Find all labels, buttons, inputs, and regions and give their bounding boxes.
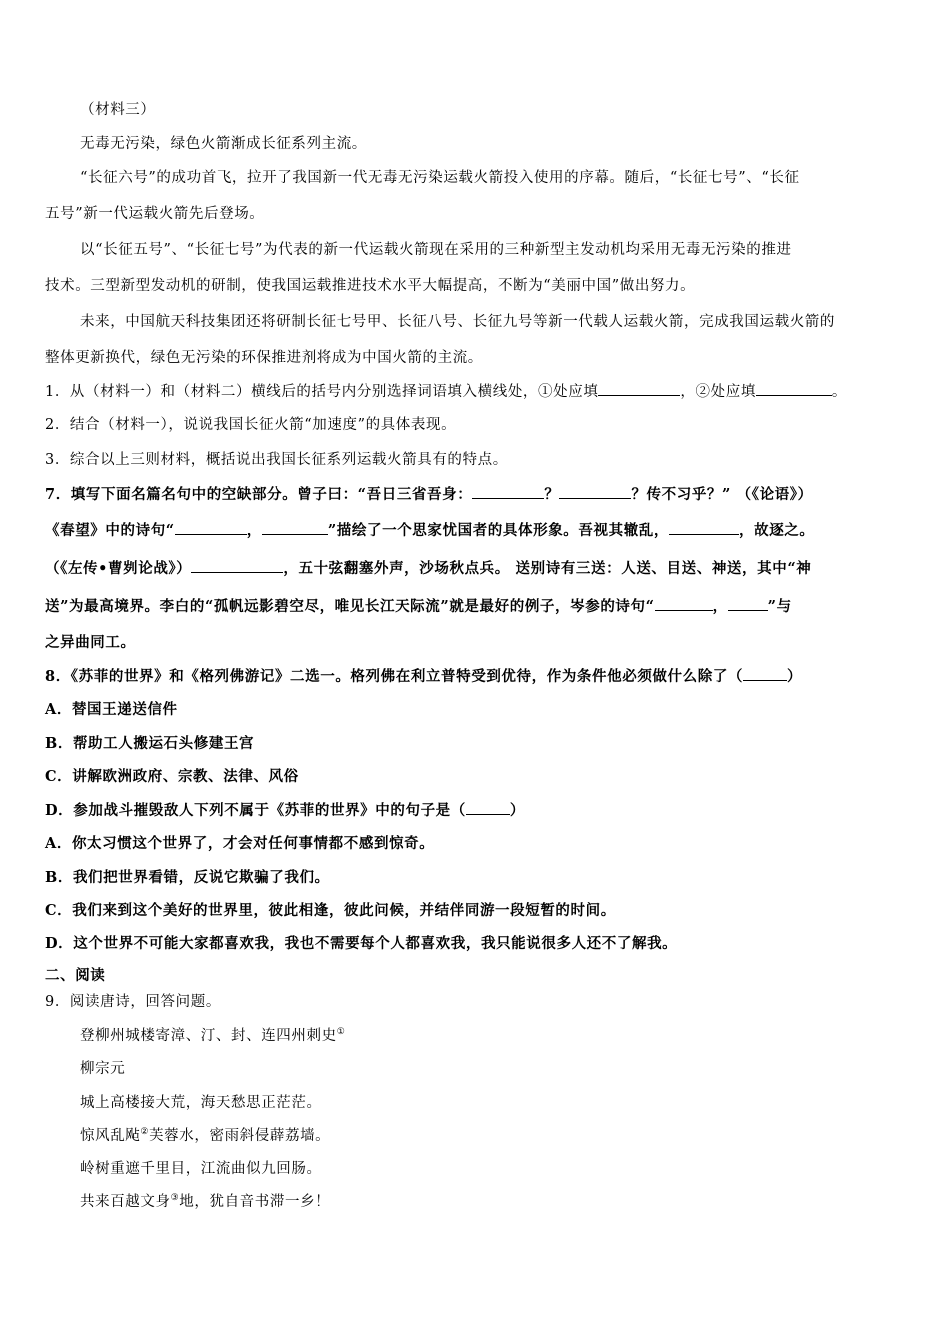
- q8-option-d: [45, 800, 525, 821]
- poem-author: 柳宗元: [80, 1061, 126, 1077]
- poem-line-4-b: 地，犹自音书滞一乡！: [179, 1194, 331, 1210]
- q7-text-3a: （《左传•曹刿论战》）: [45, 560, 192, 577]
- q7-blank-4[interactable]: [262, 520, 328, 535]
- q8-blank-1[interactable]: [743, 666, 787, 681]
- material3-p2-line1: 以“长征五号”、“长征七号”为代表的新一代运载火箭现在采用的三种新型主发动机均采用无毒无污染的推进: [80, 242, 792, 258]
- q8-stem-text-a: 8．《苏菲的世界》和《格列佛游记》二选一。格列佛在利立普特受到优待，作为条件他必须做什么除了（: [45, 668, 744, 685]
- material3-title: 无毒无污染，绿色火箭渐成长征系列主流。: [80, 136, 367, 152]
- section-2-title: 二、阅读: [45, 967, 106, 984]
- question-1-text-c: 。: [831, 384, 848, 400]
- q7-blank-8[interactable]: [728, 596, 768, 611]
- q7-blank-7[interactable]: [655, 596, 713, 611]
- poem-line-1: 城上高楼接大荒，海天愁思正茫茫。: [80, 1095, 322, 1111]
- material3-p1-line1: “长征六号”的成功首飞，拉开了我国新一代无毒无污染运载火箭投入使用的序幕。随后，“长征七号”、“长征: [80, 170, 800, 186]
- poem-line-3: 岭树重遮千里目，江流曲似九回肠。: [80, 1161, 322, 1177]
- q7-text-3b: ，五十弦翻塞外声，沙场秋点兵。 送别诗有三送：人送、目送、神送，其中“神: [283, 560, 812, 577]
- question-8-stem: [45, 666, 802, 687]
- poem-line-2: [80, 1126, 330, 1146]
- material3-p3-line2: 整体更新换代，绿色无污染的环保推进剂将成为中国火箭的主流。: [45, 350, 483, 366]
- q7-text-2d: ，故逐之。: [739, 522, 815, 539]
- question-1-text-a: 1．从（材料一）和（材料二）横线后的括号内分别选择词语填入横线处，①处应填: [45, 384, 599, 400]
- q7-blank-6[interactable]: [191, 558, 283, 573]
- q7-text-4b: ，: [712, 598, 728, 615]
- question-7-line2: [45, 520, 815, 541]
- q7-blank-1[interactable]: [472, 484, 544, 499]
- q7-blank-5[interactable]: [669, 520, 739, 535]
- question-3: 3．综合以上三则材料，概括说出我国长征系列运载火箭具有的特点。: [45, 452, 508, 468]
- question-2: 2．结合（材料一），说说我国长征火箭“加速度”的具体表现。: [45, 417, 457, 433]
- poem-line-4: [80, 1192, 330, 1212]
- poem-line-4-a: 共来百越文身: [80, 1194, 171, 1210]
- q7-text-4a: 送”为最高境界。李白的“孤帆远影碧空尽，唯见长江天际流”就是最好的例子，岑参的诗句“: [45, 598, 655, 615]
- q7-blank-2[interactable]: [559, 484, 631, 499]
- question-1-text-b: ，②处应填: [680, 384, 756, 400]
- question-7-line4: [45, 596, 792, 617]
- q8-sub-option-a: A．你太习惯这个世界了，才会对任何事情都不感到惊奇。: [45, 835, 435, 852]
- q7-text-1a: 7．填写下面名篇名句中的空缺部分。曾子曰：“吾日三省吾身：: [45, 486, 473, 503]
- poem-line-2-a: 惊风乱飐: [80, 1128, 141, 1144]
- q7-text-2a: 《春望》中的诗句“: [45, 522, 175, 539]
- q8-sub-option-d: D．这个世界不可能大家都喜欢我，我也不需要每个人都喜欢我，我只能说很多人还不了解我。: [45, 935, 678, 952]
- answer-blank-2[interactable]: [756, 381, 832, 396]
- material3-heading: （材料三）: [80, 102, 156, 118]
- q7-text-2c: ”描绘了一个思家忧国者的具体形象。吾视其辙乱，: [327, 522, 669, 539]
- q8-blank-2[interactable]: [466, 800, 510, 815]
- poem-title-text: 登柳州城楼寄漳、汀、封、连四州刺史: [80, 1028, 337, 1044]
- q7-text-1c: ？传不习乎？” （《论语》）: [631, 486, 813, 503]
- footnote-marker-2: ②: [140, 1127, 150, 1138]
- material3-p3-line1: 未来，中国航天科技集团还将研制长征七号甲、长征八号、长征九号等新一代载人运载火箭，完成我国运载火箭的: [80, 314, 835, 330]
- footnote-marker-3: ③: [170, 1193, 180, 1204]
- q7-text-2b: ，: [246, 522, 262, 539]
- question-1: [45, 381, 847, 402]
- q8-option-d-text-b: ）: [509, 802, 525, 819]
- q7-text-4c: ”与: [767, 598, 792, 615]
- q8-sub-option-b: B．我们把世界看错，反说它欺骗了我们。: [45, 869, 330, 886]
- material3-p1-line2: 五号”新一代运载火箭先后登场。: [45, 206, 265, 222]
- question-7-line3: [45, 558, 811, 579]
- q7-blank-3[interactable]: [175, 520, 247, 535]
- q8-option-b: B．帮助工人搬运石头修建王宫: [45, 735, 255, 752]
- poem-line-2-b: 芙蓉水，密雨斜侵薜荔墙。: [149, 1128, 331, 1144]
- question-9-stem: 9．阅读唐诗，回答问题。: [45, 994, 221, 1010]
- material3-p2-line2: 技术。三型新型发动机的研制，使我国运载推进技术水平大幅提高，不断为“美丽中国”做出努力。: [45, 278, 696, 294]
- q8-option-c: C．讲解欧洲政府、宗教、法律、风俗: [45, 768, 299, 785]
- footnote-marker-1: ①: [336, 1027, 346, 1038]
- question-7-line5: 之异曲同工。: [45, 634, 136, 651]
- answer-blank-1[interactable]: [598, 381, 680, 396]
- q8-sub-option-c: C．我们来到这个美好的世界里，彼此相逢，彼此问候，并结伴同游一段短暂的时间。: [45, 902, 616, 919]
- poem-title: [80, 1026, 345, 1046]
- q8-option-d-text-a: D．参加战斗摧毁敌人下列不属于《苏菲的世界》中的句子是（: [45, 802, 466, 819]
- q8-stem-text-b: ）: [787, 668, 803, 685]
- q8-option-a: A．替国王递送信件: [45, 701, 178, 718]
- question-7-line1: [45, 484, 813, 505]
- q7-text-1b: ？: [544, 486, 560, 503]
